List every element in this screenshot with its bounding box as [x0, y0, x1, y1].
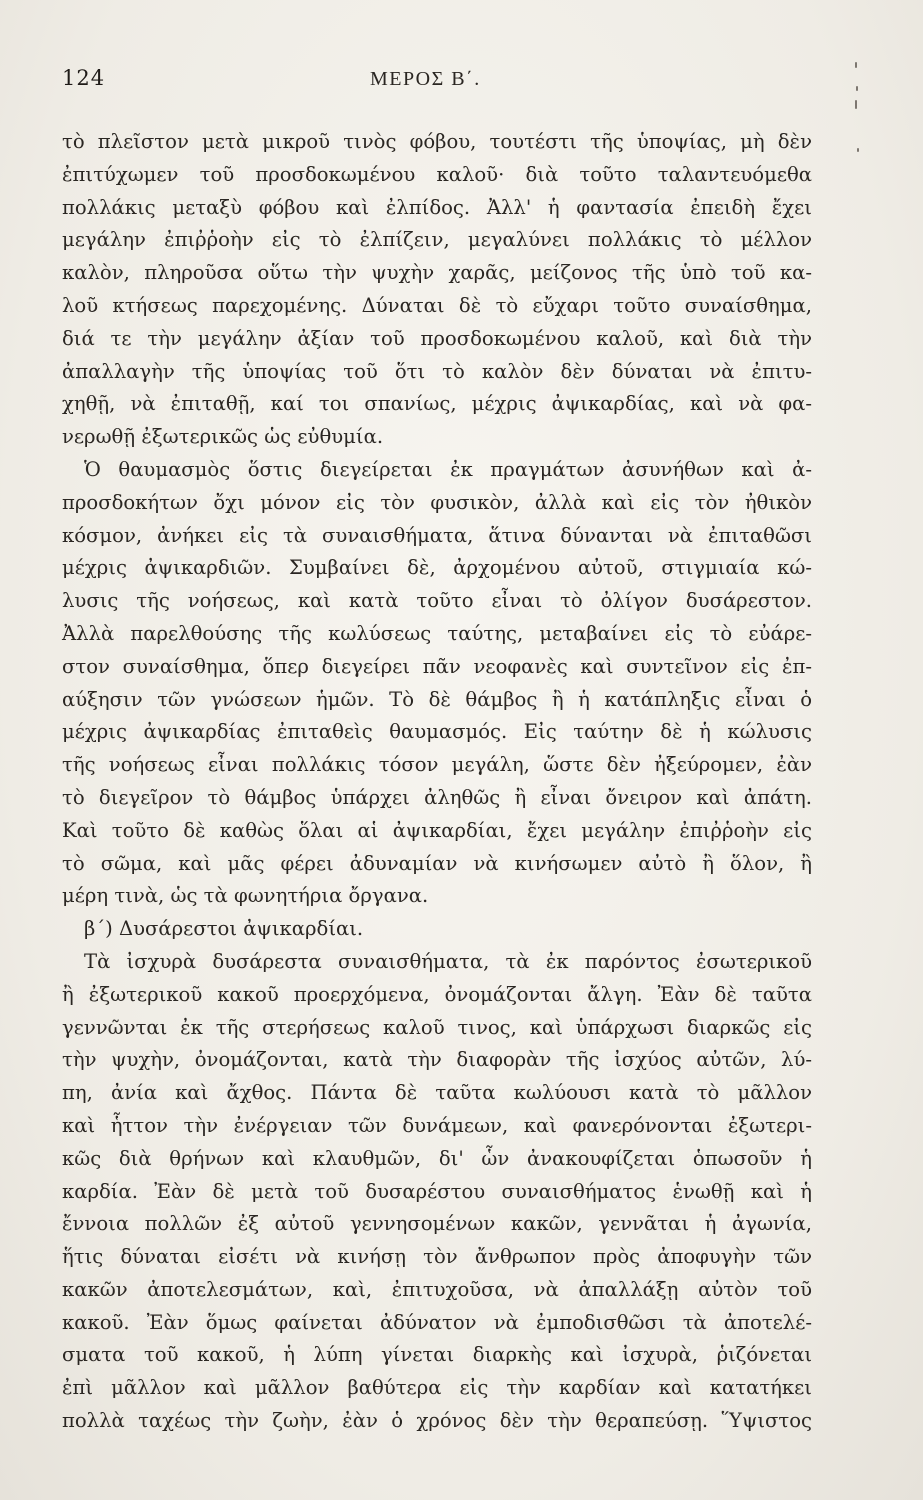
- body-text: [62, 126, 812, 1438]
- text-line: γεννῶνται ἐκ τῆς στερήσεως καλοῦ τινος, καὶ ὑπάρχωσι διαρκῶς εἰς: [62, 1015, 812, 1039]
- page-number: 124: [62, 66, 106, 90]
- text-line: πολλὰ ταχέως τὴν ζωὴν, ἐὰν ὁ χρόνος δὲν τὴν θεραπεύσῃ. Ὕψιστος: [62, 1409, 812, 1433]
- text-line: Ἀλλὰ παρελθούσης τῆς κωλύσεως ταύτης, μεταβαίνει εἰς τὸ εὐάρε-: [62, 621, 812, 645]
- text-line: ἐπὶ μᾶλλον καὶ μᾶλλον βαθύτερα εἰς τὴν καρδίαν καὶ κατατήκει: [62, 1376, 812, 1400]
- text-line: κακῶν ἀποτελεσμάτων, καὶ, ἐπιτυχοῦσα, νὰ ἀπαλλάξῃ αὐτὸν τοῦ: [62, 1277, 812, 1301]
- text-line: Καὶ τοῦτο δὲ καθὼς ὅλαι αἱ ἀψικαρδίαι, ἔχει μεγάλην ἐπιῤῥοὴν εἰς: [62, 818, 812, 842]
- text-line: μέχρις ἀψικαρδιῶν. Συμβαίνει δὲ, ἀρχομένου αὐτοῦ, στιγμιαία κώ-: [62, 556, 812, 580]
- text-line: αύξησιν τῶν γνώσεων ἡμῶν. Τὸ δὲ θάμβος ἢ ἡ κατάπληξις εἶναι ὁ: [62, 687, 812, 711]
- text-line: μέρη τινὰ, ὡς τὰ φωνητήρια ὄργανα.: [62, 884, 429, 908]
- text-line: κόσμον, ἀνήκει εἰς τὰ συναισθήματα, ἅτινα δύνανται νὰ ἐπιταθῶσι: [62, 523, 812, 547]
- text-line: τὸ πλεῖστον μετὰ μικροῦ τινὸς φόβου, τουτέστι τῆς ὑποψίας, μὴ δὲν: [62, 130, 812, 153]
- text-line: ἥτις δύναται εἰσέτι νὰ κινήσῃ τὸν ἄνθρωπον πρὸς ἀποφυγὴν τῶν: [62, 1245, 812, 1269]
- text-line: μεγάλην ἐπιῤῥοὴν εἰς τὸ ἐλπίζειν, μεγαλύνει πολλάκις τὸ μέλλον: [62, 228, 812, 252]
- speck: [856, 86, 858, 91]
- speck: [855, 62, 857, 68]
- text-line: χηθῇ, νὰ ἐπιταθῇ, καί τοι σπανίως, μέχρις ἀψικαρδίας, καὶ νὰ φα-: [62, 392, 812, 416]
- text-line: ἐπιτύχωμεν τοῦ προσδοκωμένου καλοῦ· διὰ τοῦτο ταλαντευόμεθα: [62, 162, 812, 186]
- text-line: προσδοκήτων ὄχι μόνον εἰς τὸν φυσικὸν, ἀλλὰ καὶ εἰς τὸν ἠθικὸν: [62, 490, 812, 514]
- text-line: μέχρις ἀψικαρδίας ἐπιταθεὶς θαυμασμός. Εἰς ταύτην δὲ ἡ κώλυσις: [62, 720, 812, 744]
- text-line: ἔννοια πολλῶν ἐξ αὐτοῦ γεννησομένων κακῶν, γεννᾶται ἡ ἀγωνία,: [62, 1212, 812, 1236]
- margin-specks: [845, 60, 865, 180]
- text-line: πη, ἀνία καὶ ἄχθος. Πάντα δὲ ταῦτα κωλύουσι κατὰ τὸ μᾶλλον: [62, 1081, 812, 1105]
- text-line: σματα τοῦ κακοῦ, ἡ λύπη γίνεται διαρκὴς καὶ ἰσχυρὰ, ῥιζόνεται: [62, 1343, 812, 1367]
- section-heading: β΄) Δυσάρεστοι ἀψικαρδίαι.: [84, 917, 364, 941]
- text-line: καὶ ἧττον τὴν ἐνέργειαν τῶν δυνάμεων, καὶ φανερόνονται ἐξωτερι-: [62, 1113, 812, 1137]
- text-line: καλὸν, πληροῦσα οὕτω τὴν ψυχὴν χαρᾶς, μείζονος τῆς ὑπὸ τοῦ κα-: [62, 261, 812, 285]
- text-line: στον συναίσθημα, ὅπερ διεγείρει πᾶν νεοφανὲς καὶ συντεῖνον εἰς ἐπ-: [62, 654, 812, 678]
- text-line: νερωθῇ ἐξωτερικῶς ὡς εὐθυμία.: [62, 425, 384, 449]
- text-line: τὸ σῶμα, καὶ μᾶς φέρει ἀδυναμίαν νὰ κινήσωμεν αὐτὸ ἢ ὅλον, ἢ: [62, 851, 812, 875]
- running-head: ΜΕΡΟΣ Β΄.: [370, 68, 481, 90]
- text-line: Ὁ θαυμασμὸς ὅστις διεγείρεται ἐκ πραγμάτων ἀσυνήθων καὶ ἀ-: [84, 457, 812, 481]
- text-line: καρδία. Ἐὰν δὲ μετὰ τοῦ δυσαρέστου συναισθήματος ἑνωθῇ καὶ ἡ: [62, 1179, 812, 1203]
- text-line: τὴν ψυχὴν, ὀνομάζονται, κατὰ τὴν διαφορὰν τῆς ἰσχύος αὐτῶν, λύ-: [62, 1048, 812, 1072]
- text-line: ἀπαλλαγὴν τῆς ὑποψίας τοῦ ὅτι τὸ καλὸν δὲν δύναται νὰ ἐπιτυ-: [62, 359, 812, 383]
- text-line: τὸ διεγεῖρον τὸ θάμβος ὑπάρχει ἀληθῶς ἢ εἶναι ὄνειρον καὶ ἀπάτη.: [62, 785, 812, 809]
- text-line: διά τε τὴν μεγάλην ἀξίαν τοῦ προσδοκωμένου καλοῦ, καὶ διὰ τὴν: [62, 326, 812, 350]
- text-line: πολλάκις μεταξὺ φόβου καὶ ἐλπίδος. Ἀλλ' ἡ φαντασία ἐπειδὴ ἔχει: [62, 195, 812, 219]
- text-line: κῶς διὰ θρήνων καὶ κλαυθμῶν, δι' ὧν ἀνακουφίζεται ὁπωσοῦν ἡ: [62, 1146, 812, 1170]
- text-line: κακοῦ. Ἐὰν ὅμως φαίνεται ἀδύνατον νὰ ἐμποδισθῶσι τὰ ἀποτελέ-: [62, 1310, 812, 1334]
- text-line: τῆς νοήσεως εἶναι πολλάκις τόσον μεγάλη, ὥστε δὲν ἠξεύρομεν, ἐὰν: [62, 753, 812, 777]
- speck: [855, 100, 857, 109]
- speck: [857, 148, 859, 152]
- text-line: λυσις τῆς νοήσεως, καὶ κατὰ τοῦτο εἶναι τὸ ὀλίγον δυσάρεστον.: [62, 589, 812, 613]
- text-line: ἢ ἐξωτερικοῦ κακοῦ προερχόμενα, ὀνομάζονται ἄλγη. Ἐὰν δὲ ταῦτα: [62, 982, 812, 1006]
- page-header: [62, 66, 802, 106]
- text-line: Τὰ ἰσχυρὰ δυσάρεστα συναισθήματα, τὰ ἐκ παρόντος ἐσωτερικοῦ: [84, 949, 812, 973]
- text-line: λοῦ κτήσεως παρεχομένης. Δύναται δὲ τὸ εὔχαρι τοῦτο συναίσθημα,: [62, 293, 812, 317]
